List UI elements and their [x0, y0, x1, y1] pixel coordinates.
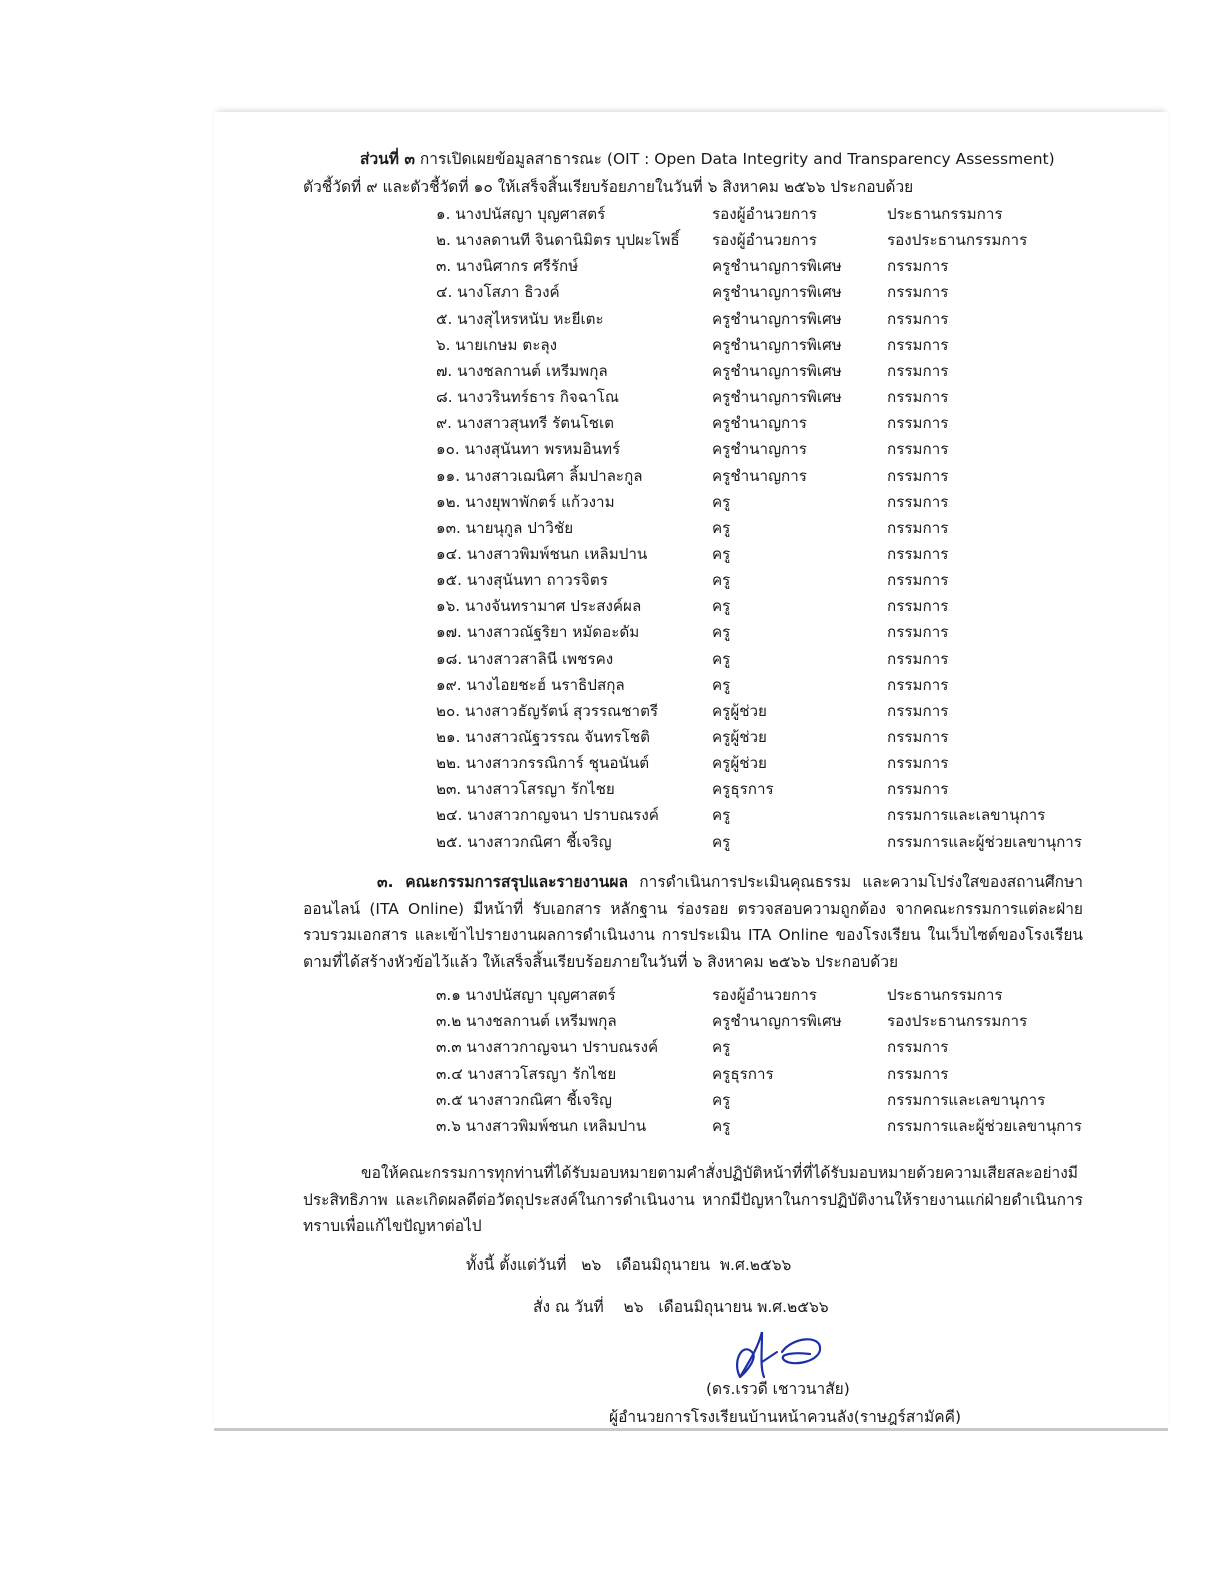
member-role: กรรมการ: [887, 440, 949, 459]
member-role: กรรมการ: [887, 414, 949, 433]
member-position: ครูชำนาญการพิเศษ: [712, 283, 842, 302]
member-role: กรรมการ: [887, 466, 949, 485]
member-role: กรรมการ: [887, 649, 949, 668]
section3-heading-bold: ส่วนที่ ๓: [360, 150, 415, 168]
member-name: ๑๖. นางจันทรามาศ ประสงค์ผล: [436, 597, 642, 616]
member-name: ๒๑. นางสาวณัฐวรรณ จันทรโชติ: [436, 728, 650, 746]
member-name: ๑๒. นางยุพาพักตร์ แก้วงาม: [436, 492, 615, 511]
closing-paragraph: ขอให้คณะกรรมการทุกท่านที่ได้รับมอบหมายตามคำสั่งปฏิบัติหน้าที่ที่ได้รับมอบหมายด้วยความเสียสละอย่างมีประสิทธิภาพ และเกิดผลดีต่อวัตถุประสงค์ในการดำเนินงาน หากมีปัญหาในการปฏิบัติงานให้รายงานแก่ฝ่ายดำเนินการทราบเพื่อแก้ไขปัญหาต่อไป: [303, 1164, 1083, 1235]
member-role: ประธานกรรมการ: [887, 986, 1003, 1004]
member-role: กรรมการ: [887, 675, 949, 694]
member-position: ครู: [712, 518, 731, 537]
member-role: กรรมการ: [887, 257, 949, 276]
member-name: ๑๕. นางสุนันทา ถาวรจิตร: [436, 571, 608, 590]
member-position: ครูชำนาญการ: [712, 414, 807, 433]
member-name: ๘. นางวรินทร์ธาร กิจฉาโณ: [436, 388, 619, 407]
member-role: กรรมการ: [887, 309, 949, 328]
member-position: ครูชำนาญการพิเศษ: [712, 335, 842, 354]
member-name: ๓.๕ นางสาวกณิศา ชี้เจริญ: [436, 1090, 612, 1109]
section3-heading: [360, 146, 1055, 172]
member-position: ครูผู้ช่วย: [712, 701, 767, 720]
member-position: ครูชำนาญการพิเศษ: [712, 309, 842, 328]
member-position: รองผู้อำนวยการ: [712, 231, 817, 250]
member-role: กรรมการและผู้ช่วยเลขานุการ: [887, 832, 1082, 851]
member-position: ครู: [712, 597, 731, 616]
member-name: ๒๒. นางสาวกรรณิการ์ ชุนอนันต์: [436, 754, 650, 773]
member-role: กรรมการ: [887, 1064, 949, 1083]
member-position: ครู: [712, 623, 731, 642]
member-position: ครูชำนาญการพิเศษ: [712, 361, 842, 380]
member-position: ครูชำนาญการพิเศษ: [712, 257, 842, 276]
member-name: ๕. นางสุไหรหนับ หะยีเตะ: [436, 309, 604, 328]
member-name: ๓.๖ นางสาวพิมพ์ชนก เหลิมปาน: [436, 1117, 647, 1135]
committee3-body: การดำเนินการประเมินคุณธรรม และความโปร่งใสของสถานศึกษาออนไลน์ (ITA Online) มีหน้าที่ รับเอกสาร หลักฐาน ร่องรอย ตรวจสอบความถูกต้อง จากคณะกรรมการแต่ละฝ่าย รวบรวมเอกสาร และเข้าไปรายงานผลการดำเนินงาน การประเมิน ITA Online ของโรงเรียน ในเว็บไซต์ของโรงเรียน ตามที่ได้สร้างหัวข้อไว้แล้ว ให้เสร็จสิ้นเรียบร้อยภายในวันที่ ๖ สิงหาคม ๒๕๖๖ ประกอบด้วย: [303, 873, 1083, 971]
member-role: กรรมการ: [887, 754, 949, 773]
member-position: ครูธุรการ: [712, 780, 774, 799]
member-role: กรรมการ: [887, 1038, 949, 1057]
member-role: กรรมการ: [887, 492, 949, 511]
member-name: ๒๓. นางสาวโสรญา รักไชย: [436, 780, 615, 799]
member-name: ๑๙. นางไอยชะฮ์ นราธิปสกุล: [436, 675, 625, 694]
member-name: ๑. นางปนัสญา บุญศาสตร์: [436, 205, 606, 223]
member-role: กรรมการ: [887, 597, 949, 616]
member-position: ครู: [712, 806, 731, 825]
member-name: ๑๘. นางสาวสาลินี เพชรคง: [436, 649, 614, 668]
member-position: ครู: [712, 649, 731, 668]
member-name: ๓.๔ นางสาวโสรญา รักไชย: [436, 1064, 617, 1083]
member-role: กรรมการและเลขานุการ: [887, 806, 1046, 825]
member-role: กรรมการ: [887, 544, 949, 563]
signatory-name: (ดร.เรวดี เชาวนาสัย): [706, 1380, 850, 1398]
member-name: ๑๔. นางสาวพิมพ์ชนก เหลิมปาน: [436, 544, 648, 563]
member-position: ครู: [712, 1090, 731, 1109]
member-position: ครูผู้ช่วย: [712, 728, 767, 746]
section3-heading-text: การเปิดเผยข้อมูลสาธารณะ (OIT : Open Data Integrity and Transparency Assessment): [419, 150, 1055, 168]
order-date: สั่ง ณ วันที่ ๒๖ เดือนมิถุนายน พ.ศ.๒๕๖๖: [533, 1298, 829, 1316]
member-position: ครูชำนาญการ: [712, 466, 807, 485]
member-role: กรรมการ: [887, 361, 949, 380]
member-role: กรรมการ: [887, 335, 949, 354]
committee3-heading: ๓. คณะกรรมการสรุปและรายงานผล: [377, 873, 628, 891]
member-name: ๓. นางนิศากร ศรีรักษ์: [436, 257, 579, 276]
member-name: ๒๐. นางสาวธัญรัตน์ สุวรรณชาตรี: [436, 701, 659, 720]
member-position: รองผู้อำนวยการ: [712, 986, 817, 1004]
member-role: รองประธานกรรมการ: [887, 231, 1028, 250]
member-name: ๙. นางสาวสุนทรี รัตนโชเต: [436, 414, 615, 433]
member-name: ๒๔. นางสาวกาญจนา ปราบณรงค์: [436, 806, 659, 825]
member-role: ประธานกรรมการ: [887, 205, 1003, 223]
member-position: ครูธุรการ: [712, 1064, 774, 1083]
section3-subheading: ตัวชี้วัดที่ ๙ และตัวชี้วัดที่ ๑๐ ให้เสร็จสิ้นเรียบร้อยภายในวันที่ ๖ สิงหาคม ๒๕๖๖ ประกอบด้วย: [303, 178, 914, 196]
member-position: ครู: [712, 675, 731, 694]
member-position: ครู: [712, 1117, 731, 1135]
member-name: ๒๕. นางสาวกณิศา ชี้เจริญ: [436, 832, 612, 851]
member-role: กรรมการและเลขานุการ: [887, 1090, 1046, 1109]
member-position: ครูชำนาญการพิเศษ: [712, 1012, 842, 1031]
member-role: กรรมการและผู้ช่วยเลขานุการ: [887, 1117, 1082, 1135]
committee3-paragraph: [303, 869, 1083, 975]
member-name: ๓.๑ นางปนัสญา บุญศาสตร์: [436, 986, 616, 1004]
member-name: ๑๐. นางสุนันทา พรหมอินทร์: [436, 440, 621, 459]
member-role: กรรมการ: [887, 518, 949, 537]
member-role: รองประธานกรรมการ: [887, 1012, 1028, 1031]
member-position: ครู: [712, 832, 731, 851]
member-role: กรรมการ: [887, 623, 949, 642]
member-role: กรรมการ: [887, 283, 949, 302]
member-position: ครู: [712, 492, 731, 511]
member-role: กรรมการ: [887, 780, 949, 799]
member-name: ๑๓. นายนุกูล ปาวิชัย: [436, 518, 574, 537]
member-position: ครูชำนาญการ: [712, 440, 807, 459]
member-name: ๑๗. นางสาวณัฐริยา หมัดอะดัม: [436, 623, 640, 642]
member-position: รองผู้อำนวยการ: [712, 205, 817, 223]
member-name: ๑๑. นางสาวเฌนิศา ลิ้มปาละกูล: [436, 466, 643, 485]
member-position: ครูผู้ช่วย: [712, 754, 767, 773]
member-role: กรรมการ: [887, 728, 949, 746]
effective-date: ทั้งนี้ ตั้งแต่วันที่ ๒๖ เดือนมิถุนายน พ.ศ.๒๕๖๖: [466, 1256, 792, 1274]
member-position: ครู: [712, 1038, 731, 1057]
member-name: ๖. นายเกษม ตะลุง: [436, 335, 558, 354]
member-name: ๗. นางชลกานต์ เหรีมพกุล: [436, 361, 608, 380]
member-role: กรรมการ: [887, 388, 949, 407]
member-name: ๓.๓ นางสาวกาญจนา ปราบณรงค์: [436, 1038, 659, 1057]
member-name: ๒. นางลดานที จินดานิมิตร บุปผะโพธิ์: [436, 231, 680, 250]
member-role: กรรมการ: [887, 571, 949, 590]
member-role: กรรมการ: [887, 701, 949, 720]
member-position: ครูชำนาญการพิเศษ: [712, 388, 842, 407]
signatory-title: ผู้อำนวยการโรงเรียนบ้านหน้าควนลัง(ราษฎร์สามัคคี): [609, 1408, 961, 1426]
member-position: ครู: [712, 571, 731, 590]
member-name: ๓.๒ นางชลกานต์ เหรีมพกุล: [436, 1012, 617, 1031]
member-name: ๔. นางโสภา ธิวงค์: [436, 283, 560, 302]
member-position: ครู: [712, 544, 731, 563]
